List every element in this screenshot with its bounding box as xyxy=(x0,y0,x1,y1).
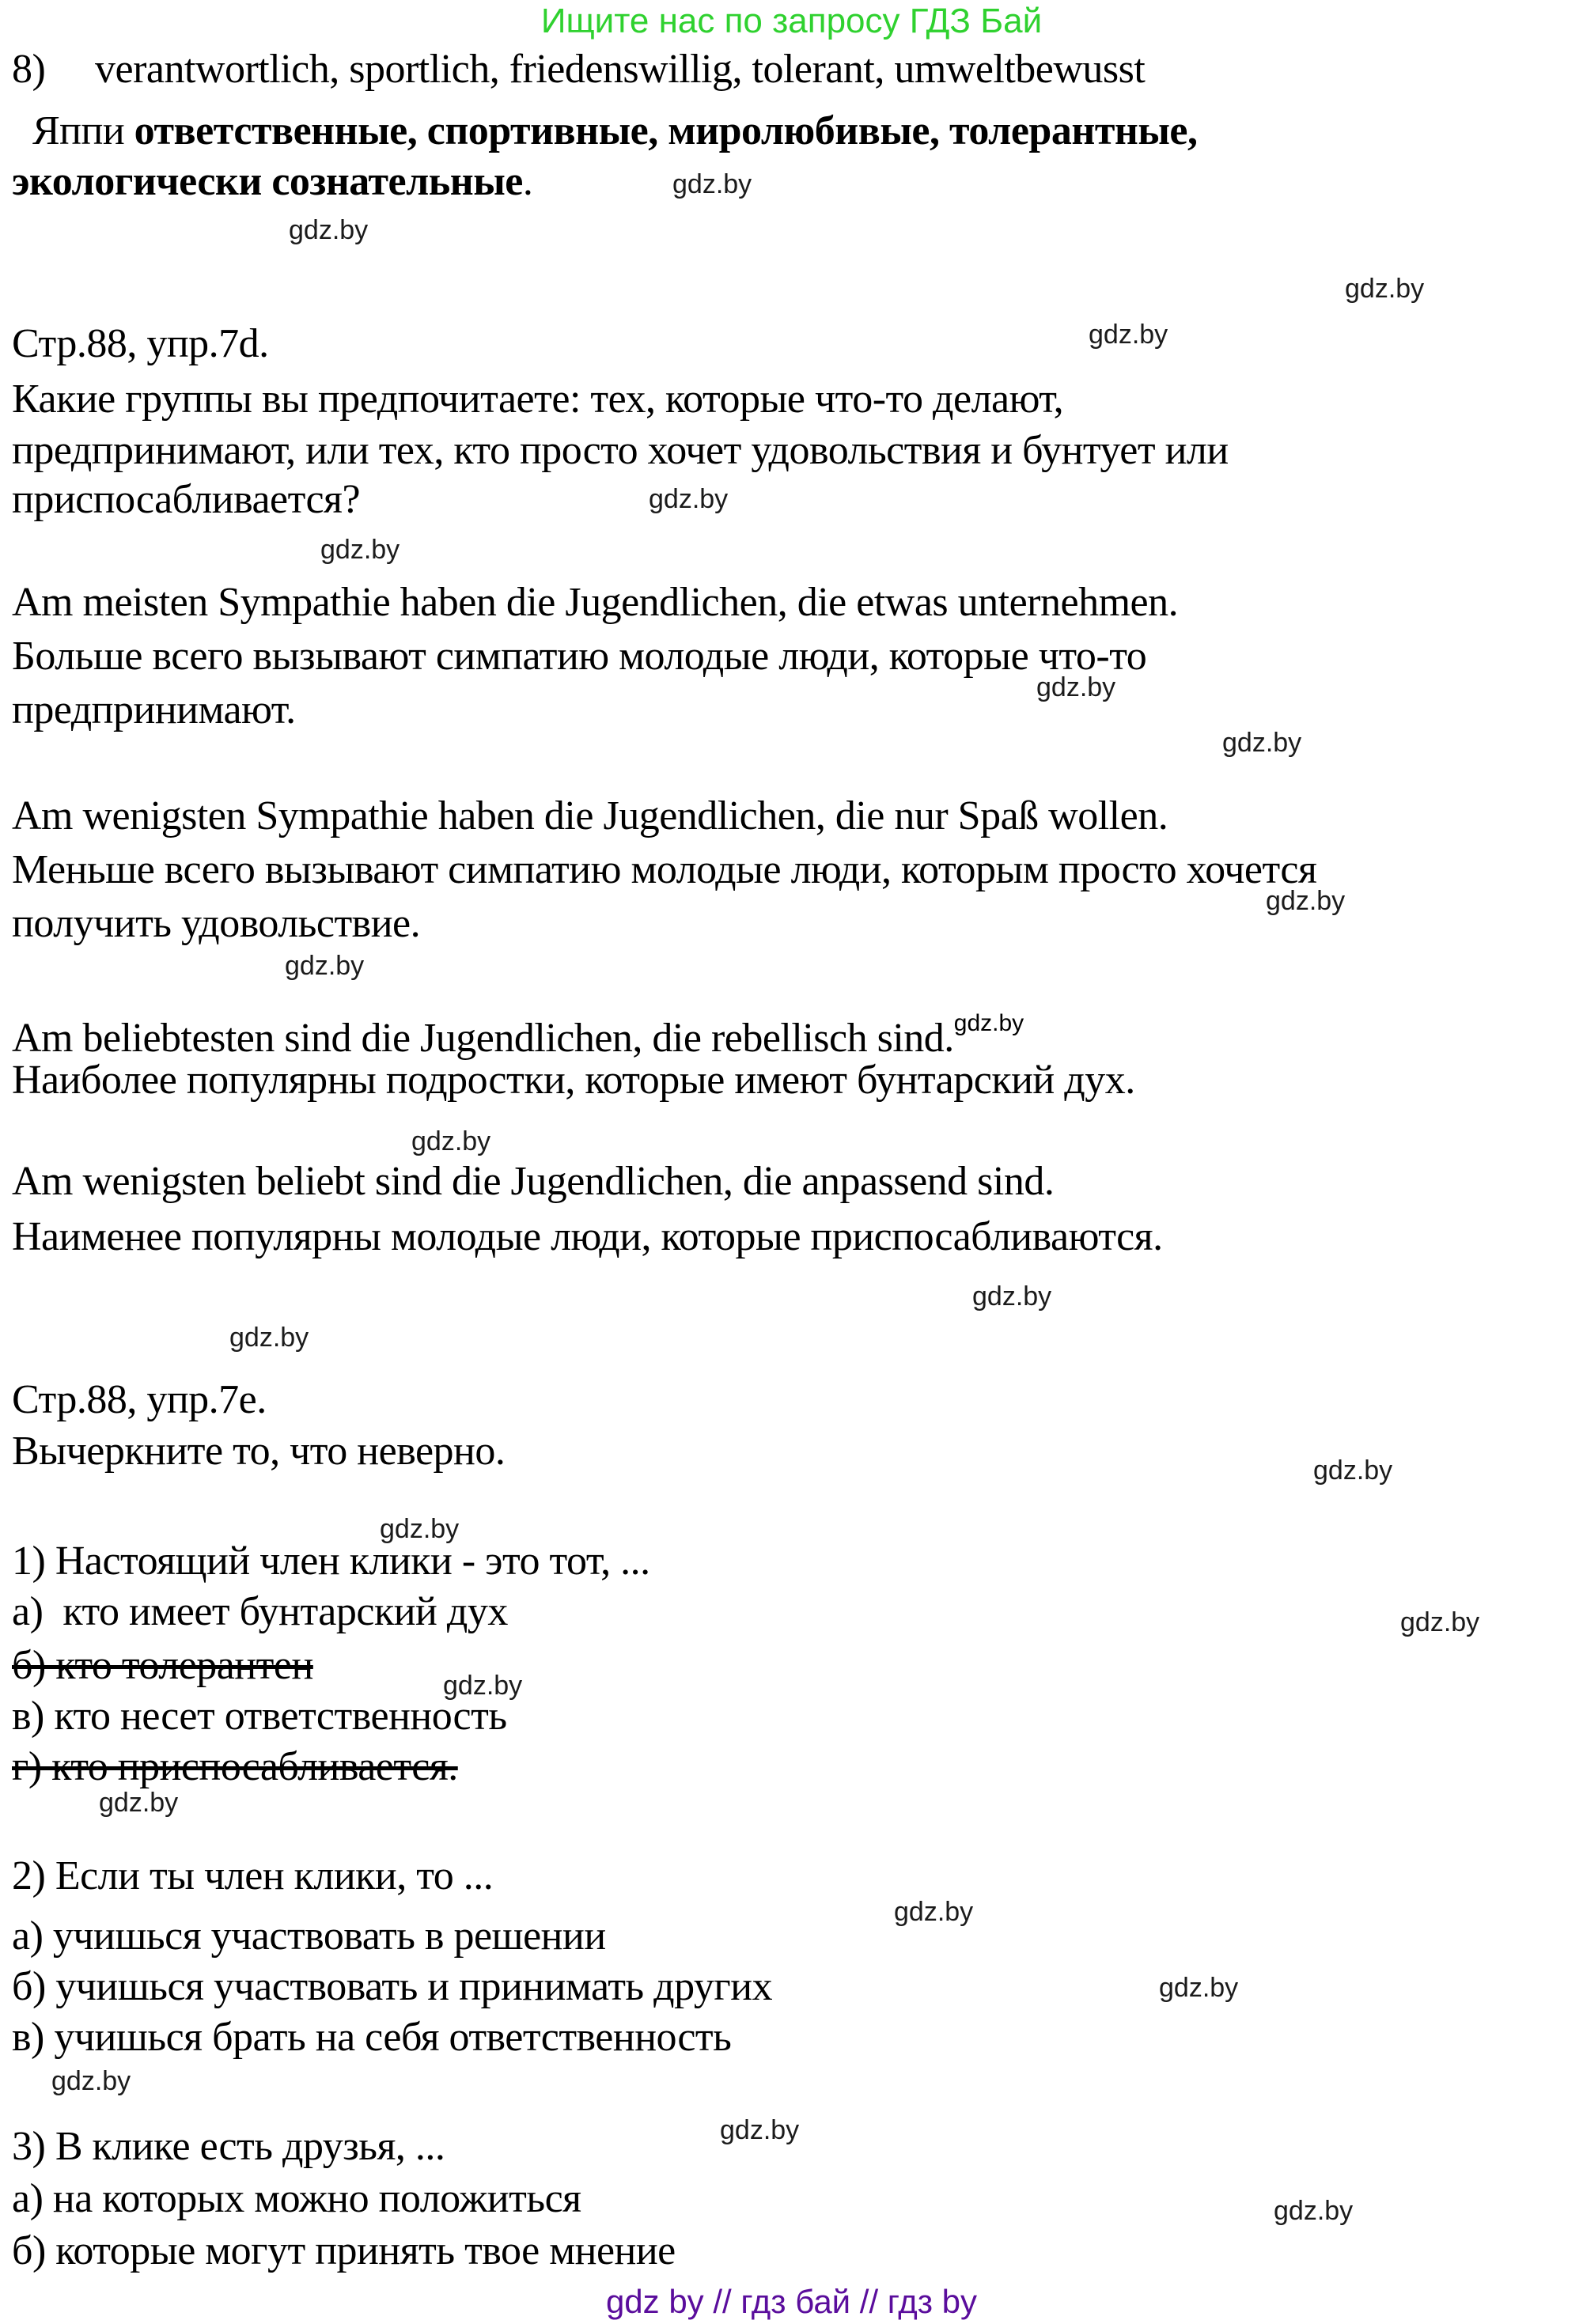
gdz-watermark: gdz.by xyxy=(320,535,400,565)
answer-4-russian-line-1: Наименее популярны молодые люди, которые приспосабливаются. xyxy=(12,1214,1163,1259)
gdz-watermark: gdz.by xyxy=(1400,1607,1480,1637)
gdz-watermark: gdz.by xyxy=(1266,886,1346,916)
answer-2-russian-line-1: Меньше всего вызывают симпатию молодые люди, которым просто хочется xyxy=(12,847,1317,892)
gdz-watermark: gdz.by xyxy=(953,1010,1024,1036)
question-2-option-v: в) учишься брать на себя ответственность xyxy=(12,2015,732,2060)
gdz-watermark: gdz.by xyxy=(229,1323,309,1353)
yuppies-bold-part-1: ответственные, спортивные, миролюбивые, толерантные, xyxy=(134,108,1198,153)
gdz-watermark: gdz.by xyxy=(443,1671,523,1701)
gdz-watermark: gdz.by xyxy=(1313,1455,1393,1486)
gdz-watermark: gdz.by xyxy=(720,2115,800,2145)
gdz-watermark: gdz.by xyxy=(972,1281,1052,1312)
item-8-russian-line-1 xyxy=(12,108,1198,155)
question-1-option-g-struck: г) кто приспосабливается. xyxy=(12,1744,458,1789)
item-8-number: 8) xyxy=(12,47,46,92)
exercise-7e-instruction: Вычеркните то, что неверно. xyxy=(12,1429,506,1474)
question-2-stem: 2) Если ты член клики, то ... xyxy=(12,1853,494,1898)
gdz-watermark: gdz.by xyxy=(51,2066,131,2096)
sentence-period: . xyxy=(522,159,533,204)
gdz-watermark: gdz.by xyxy=(285,951,365,981)
question-1-option-b-struck: б) кто толерантен xyxy=(12,1643,313,1688)
gdz-watermark: gdz.by xyxy=(894,1897,974,1927)
gdz-watermark: gdz.by xyxy=(1345,274,1425,304)
gdz-watermark: gdz.by xyxy=(649,484,729,514)
item-8-line xyxy=(12,46,1145,93)
question-3-option-a: а) на которых можно положиться xyxy=(12,2176,581,2221)
exercise-7d-question-line-1: Какие группы вы предпочитаете: тех, которые что-то делают, xyxy=(12,377,1064,422)
gdz-watermark: gdz.by xyxy=(99,1788,179,1818)
gdz-watermark: gdz.by xyxy=(1159,1973,1239,2003)
gdz-watermark: gdz.by xyxy=(411,1126,491,1156)
promo-banner-bottom: gdz by // гдз бай // гдз by xyxy=(605,2283,978,2320)
gdz-watermark: gdz.by xyxy=(1274,2196,1354,2226)
item-8-german-adjectives: verantwortlich, sportlich, friedenswillig, tolerant, umweltbewusst xyxy=(95,47,1146,92)
question-3-stem: 3) В клике есть друзья, ... xyxy=(12,2124,445,2169)
question-2-option-a: а) учишься участвовать в решении xyxy=(12,1913,606,1959)
answer-3-german-text: Am beliebtesten sind die Jugendlichen, die rebellisch sind. xyxy=(12,1016,954,1061)
gdz-watermark: gdz.by xyxy=(672,169,752,199)
answer-1-german: Am meisten Sympathie haben die Jugendlichen, die etwas unternehmen. xyxy=(12,580,1179,625)
exercise-7e-heading: Стр.88, упр.7е. xyxy=(12,1377,267,1422)
item-8-russian-line-2 xyxy=(12,158,532,206)
question-1-option-v: в) кто несет ответственность xyxy=(12,1694,507,1739)
gdz-watermark: gdz.by xyxy=(1222,728,1302,758)
exercise-7d-heading: Стр.88, упр.7d. xyxy=(12,321,269,366)
yuppies-intro: Яппи xyxy=(32,108,134,153)
question-2-option-b: б) учишься участвовать и принимать других xyxy=(12,1964,773,2009)
answer-1-russian-line-1: Больше всего вызывают симпатию молодые люди, которые что-то xyxy=(12,634,1147,679)
question-1-stem: 1) Настоящий член клики - это тот, ... xyxy=(12,1539,650,1584)
gdz-watermark: gdz.by xyxy=(1089,320,1168,350)
question-3-option-b: б) которые могут принять твое мнение xyxy=(12,2228,676,2273)
answer-1-russian-line-2: предпринимают. xyxy=(12,687,296,732)
answer-2-russian-line-2: получить удовольствие. xyxy=(12,901,421,946)
gdz-watermark: gdz.by xyxy=(380,1514,460,1544)
answer-3-german xyxy=(12,1000,1024,1062)
answer-3-russian-line-1: Наиболее популярны подростки, которые имеют бунтарский дух. xyxy=(12,1058,1135,1103)
exercise-7d-question-line-3: приспосабливается? xyxy=(12,477,361,522)
yuppies-bold-part-2: экологически сознательные xyxy=(12,159,523,204)
answer-4-german: Am wenigsten beliebt sind die Jugendlichen, die anpassend sind. xyxy=(12,1159,1055,1204)
gdz-watermark: gdz.by xyxy=(1036,672,1116,702)
exercise-7d-question-line-2: предпринимают, или тех, кто просто хочет удовольствия и бунтует или xyxy=(12,428,1229,473)
promo-banner-top: Ищите нас по запросу ГДЗ Бай xyxy=(540,2,1043,40)
gdz-watermark: gdz.by xyxy=(289,215,369,245)
answer-2-german: Am wenigsten Sympathie haben die Jugendlichen, die nur Spaß wollen. xyxy=(12,793,1168,838)
question-1-option-a: а) кто имеет бунтарский дух xyxy=(12,1589,508,1634)
